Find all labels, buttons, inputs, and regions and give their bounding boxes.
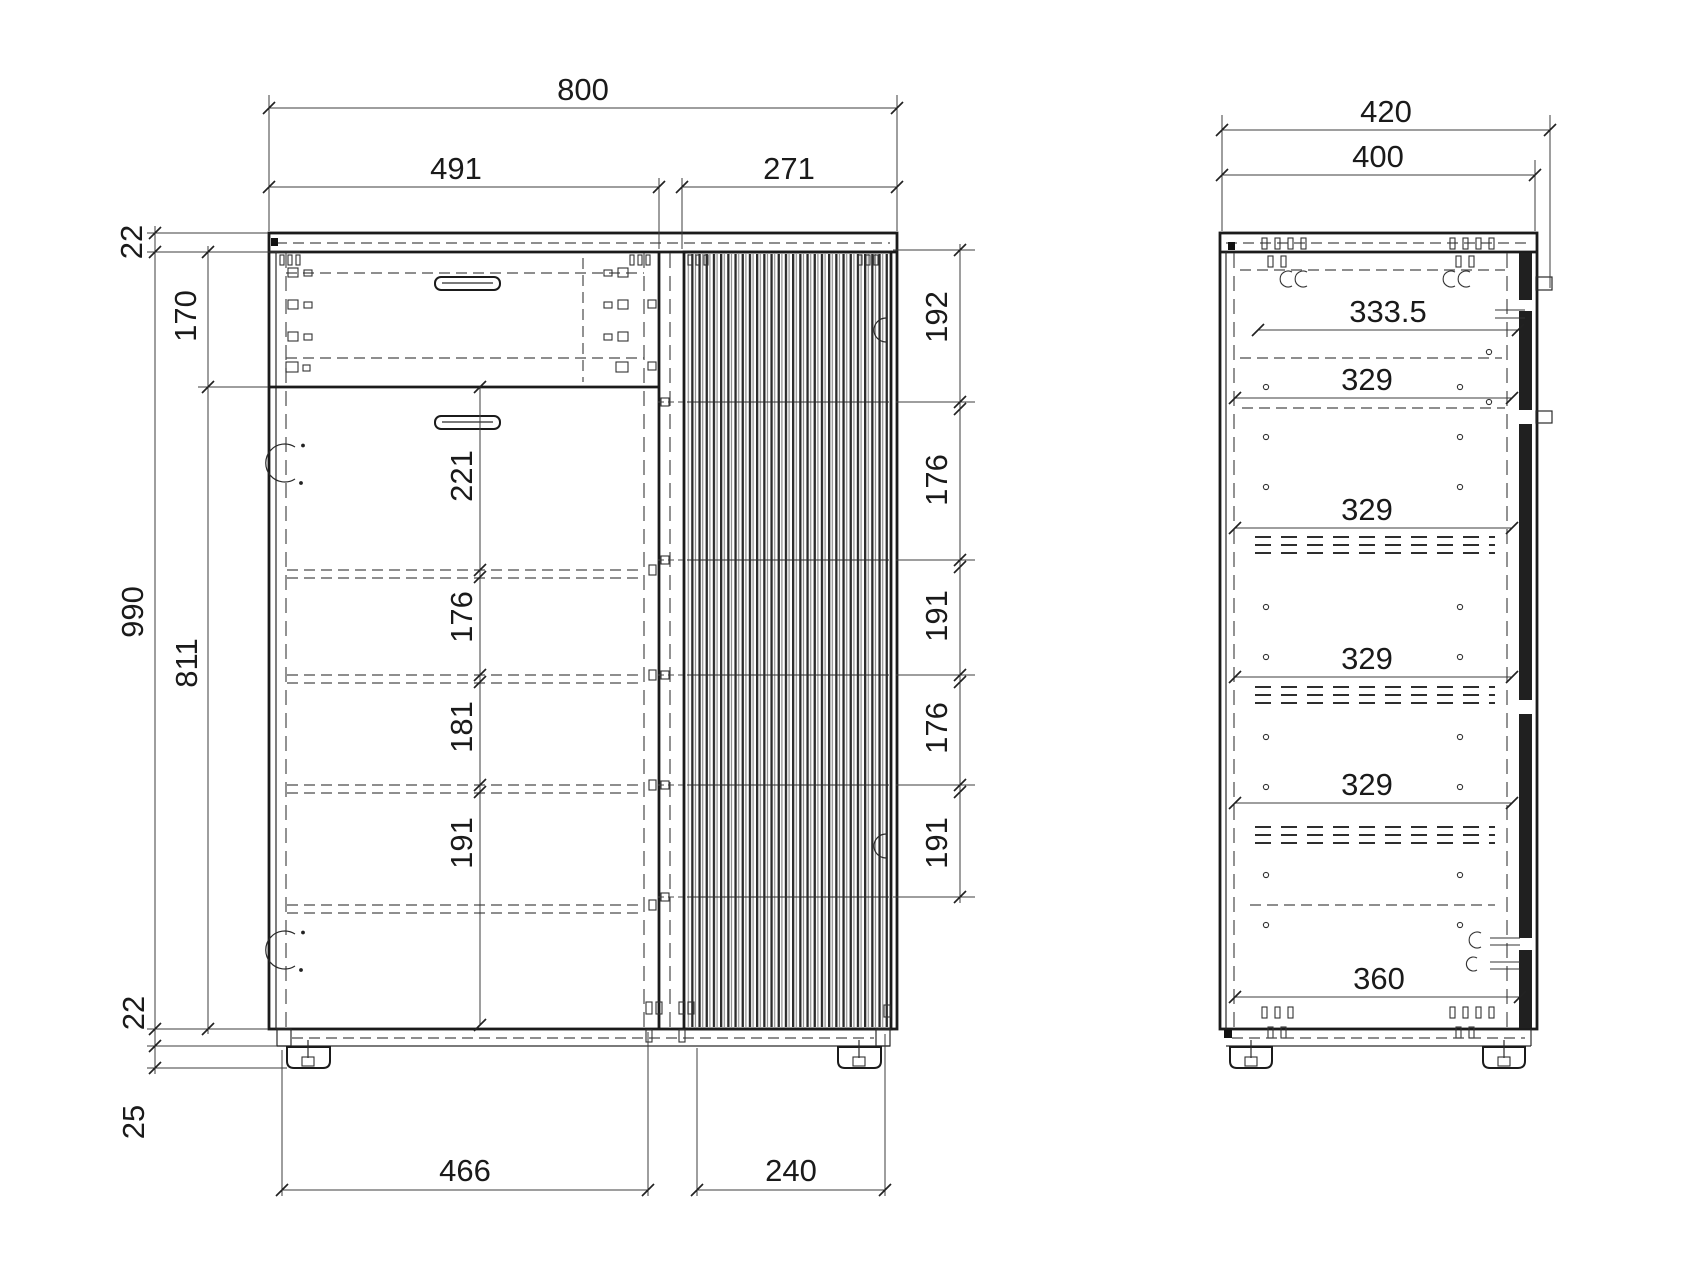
dim-front-right-chain-3: 176: [918, 702, 954, 754]
dim-front-right-chain-4: 191: [918, 817, 954, 869]
dim-front-door-height: 811: [168, 638, 204, 688]
dim-front-drawer-height: 170: [167, 290, 203, 342]
dim-side-body-depth: 400: [1352, 139, 1404, 174]
dim-side-depth-3: 329: [1341, 641, 1393, 676]
front-fluted-door: [658, 252, 891, 1029]
wall-bracket: [1536, 411, 1552, 423]
dim-front-foot-height: 25: [115, 1104, 151, 1140]
side-view: [1216, 94, 1556, 1068]
dim-front-top-thickness: 22: [113, 224, 149, 260]
dim-side-depth-4: 329: [1341, 767, 1393, 802]
dim-front-total-height: 990: [114, 586, 150, 638]
side-plinth-feet: [1224, 1029, 1531, 1068]
dim-front-inner-chain-0: 221: [443, 450, 479, 502]
dim-front-right-door-width: 271: [763, 151, 815, 186]
dim-front-right-chain-0: 192: [918, 291, 954, 343]
dim-side-depth-1: 329: [1341, 362, 1393, 397]
front-view: [114, 72, 975, 1196]
dim-front-inner-chain-3: 191: [443, 817, 479, 869]
dim-front-bottom-thickness: 22: [115, 995, 151, 1031]
side-hidden-details: [1240, 238, 1552, 1038]
dim-side-depth-5: 360: [1353, 961, 1405, 996]
dim-front-right-chain-2: 191: [918, 590, 954, 642]
dim-side-depth-2: 329: [1341, 492, 1393, 527]
dim-front-left-door-width: 491: [430, 151, 482, 186]
dim-front-bottom-right: 240: [765, 1153, 817, 1188]
dim-front-inner-chain-2: 181: [443, 701, 479, 753]
dim-front-inner-chain-1: 176: [443, 591, 479, 643]
dim-front-right-chain-1: 176: [918, 454, 954, 506]
back-panel-section: [1519, 253, 1532, 1028]
dim-front-total-width: 800: [557, 72, 609, 107]
dim-side-total-depth: 420: [1360, 94, 1412, 129]
dim-front-bottom-left: 466: [439, 1153, 491, 1188]
side-carcass: [1220, 233, 1537, 1029]
dim-side-depth-0: 333.5: [1349, 294, 1427, 329]
